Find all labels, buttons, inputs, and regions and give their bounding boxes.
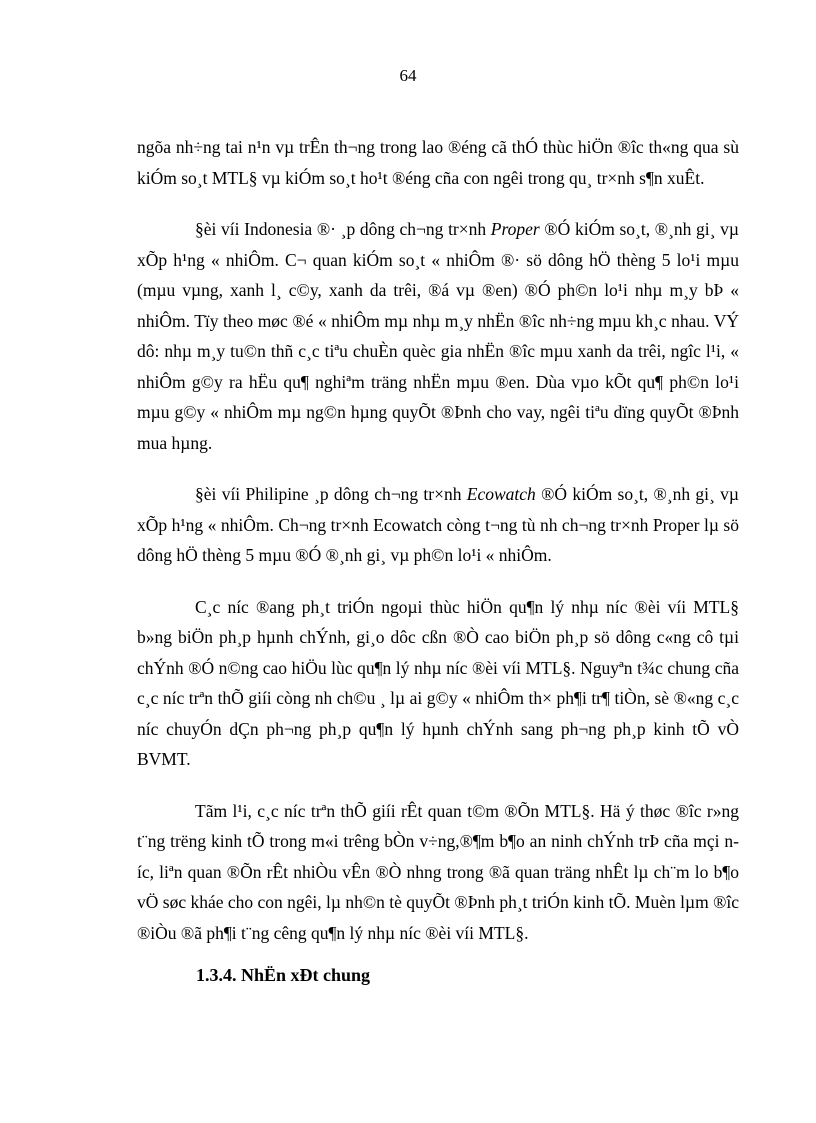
body-text [137,132,739,969]
paragraph-2-text-a: §èi víi Indonesia ®· ¸p dông ch¬ng tr×nh [195,219,491,239]
program-name-ecowatch: Ecowatch [466,484,536,504]
section-heading: 1.3.4. NhËn xÐt chung [196,965,371,985]
page-number: 64 [399,66,417,85]
paragraph-3-text-a: §èi víi Philipine ¸p dông ch¬ng tr×nh [195,484,467,504]
paragraph-5: Tãm l¹i, c¸c níc trªn thÕ giíi rÊt quan t©m ®Õn MTL§. Hä ý thøc ®îc r»ng t¨ng trëng kinh tÕ trong m«i trêng bÒn v÷ng,®¶m b¶o an ninh chÝnh trÞ cña mçi níc, liªn quan ®Õn rÊt nhiÒu vÊn ®Ò nhng trong ®ã quan träng nhÊt lµ ch¨m lo b¶o vÖ søc kháe cho con ngêi, lµ nh©n tè quyÕt ®Þnh ph¸t triÓn kinh tÕ. Muèn lµm ®îc ®iÒu ®ã ph¶i t¨ng cêng qu¶n lý nhµ níc ®èi víi MTL§. [137,800,739,943]
paragraph-3 [137,479,739,571]
paragraph-4: C¸c níc ®ang ph¸t triÓn ngoµi thùc hiÖn qu¶n lý nhµ níc ®èi víi MTL§ b»ng biÖn ph¸p hµnh chÝnh, gi¸o dôc cßn ®Ò cao biÖn ph¸p sö dông c«ng cô tµi chÝnh ®Ó n©ng cao hiÖu lùc qu¶n lý nhµ níc ®èi víi MTL§. Nguyªn t¾c chung cña c¸c níc trªn thÕ giíi còng nh ch©u ¸ lµ ai g©y « nhiÔm th× ph¶i tr¶ tiÒn, sè ®«ng c¸c níc chuyÓn dÇn ph¬ng ph¸p qu¶n lý hµnh chÝnh sang ph¬ng ph¸p kinh tÕ vÒ BVMT. [137,596,739,769]
paragraph-2 [137,214,739,458]
paragraph-3-text-b: ®Ó kiÓm so¸t, ®¸nh gi¸ vµ xÕp h¹ng « nhiÔm. Ch¬ng tr×nh Ecowatch còng t¬ng tù nh ch¬ng tr×nh Proper lµ sö dông hÖ thèng 5 mµu ®Ó ®¸nh gi¸ vµ ph©n lo¹i « nhiÔm. [137,484,739,565]
program-name-proper: Proper [490,219,540,239]
paragraph-2-text-b: ®Ó kiÓm so¸t, ®¸nh gi¸ vµ xÕp h¹ng « nhiÔm. C¬ quan kiÓm so¸t « nhiÔm ®· sö dông hÖ thèng 5 lo¹i mµu (mµu vµng, xanh l¸ c©y, xanh da trêi, ®á vµ ®en) ®Ó ph©n lo¹i nhµ m¸y bÞ « nhiÔm. Tïy theo møc ®é « nhiÔm mµ nhµ m¸y nhËn ®îc nh÷ng mµu kh¸c nhau. VÝ dô: nhµ m¸y tu©n thñ c¸c tiªu chuÈn quèc gia nhËn ®îc mµu xanh da trêi, ngîc l¹i, « nhiÔm g©y ra hËu qu¶ nghiªm träng nhËn mµu ®en. Dùa vµo kÕt qu¶ ph©n lo¹i mµu g©y « nhiÔm mµ ng©n hµng quyÕt ®Þnh cho vay, ngêi tiªu dïng quyÕt ®Þnh mua hµng. [137,219,739,453]
paragraph-1: ngõa nh÷ng tai n¹n vµ trÊn th¬ng trong lao ®éng cã thÓ thùc hiÖn ®îc th«ng qua sù kiÓm so¸t MTL§ vµ kiÓm so¸t ho¹t ®éng cña con ngêi trong qu¸ tr×nh s¶n xuÊt. [137,137,739,188]
